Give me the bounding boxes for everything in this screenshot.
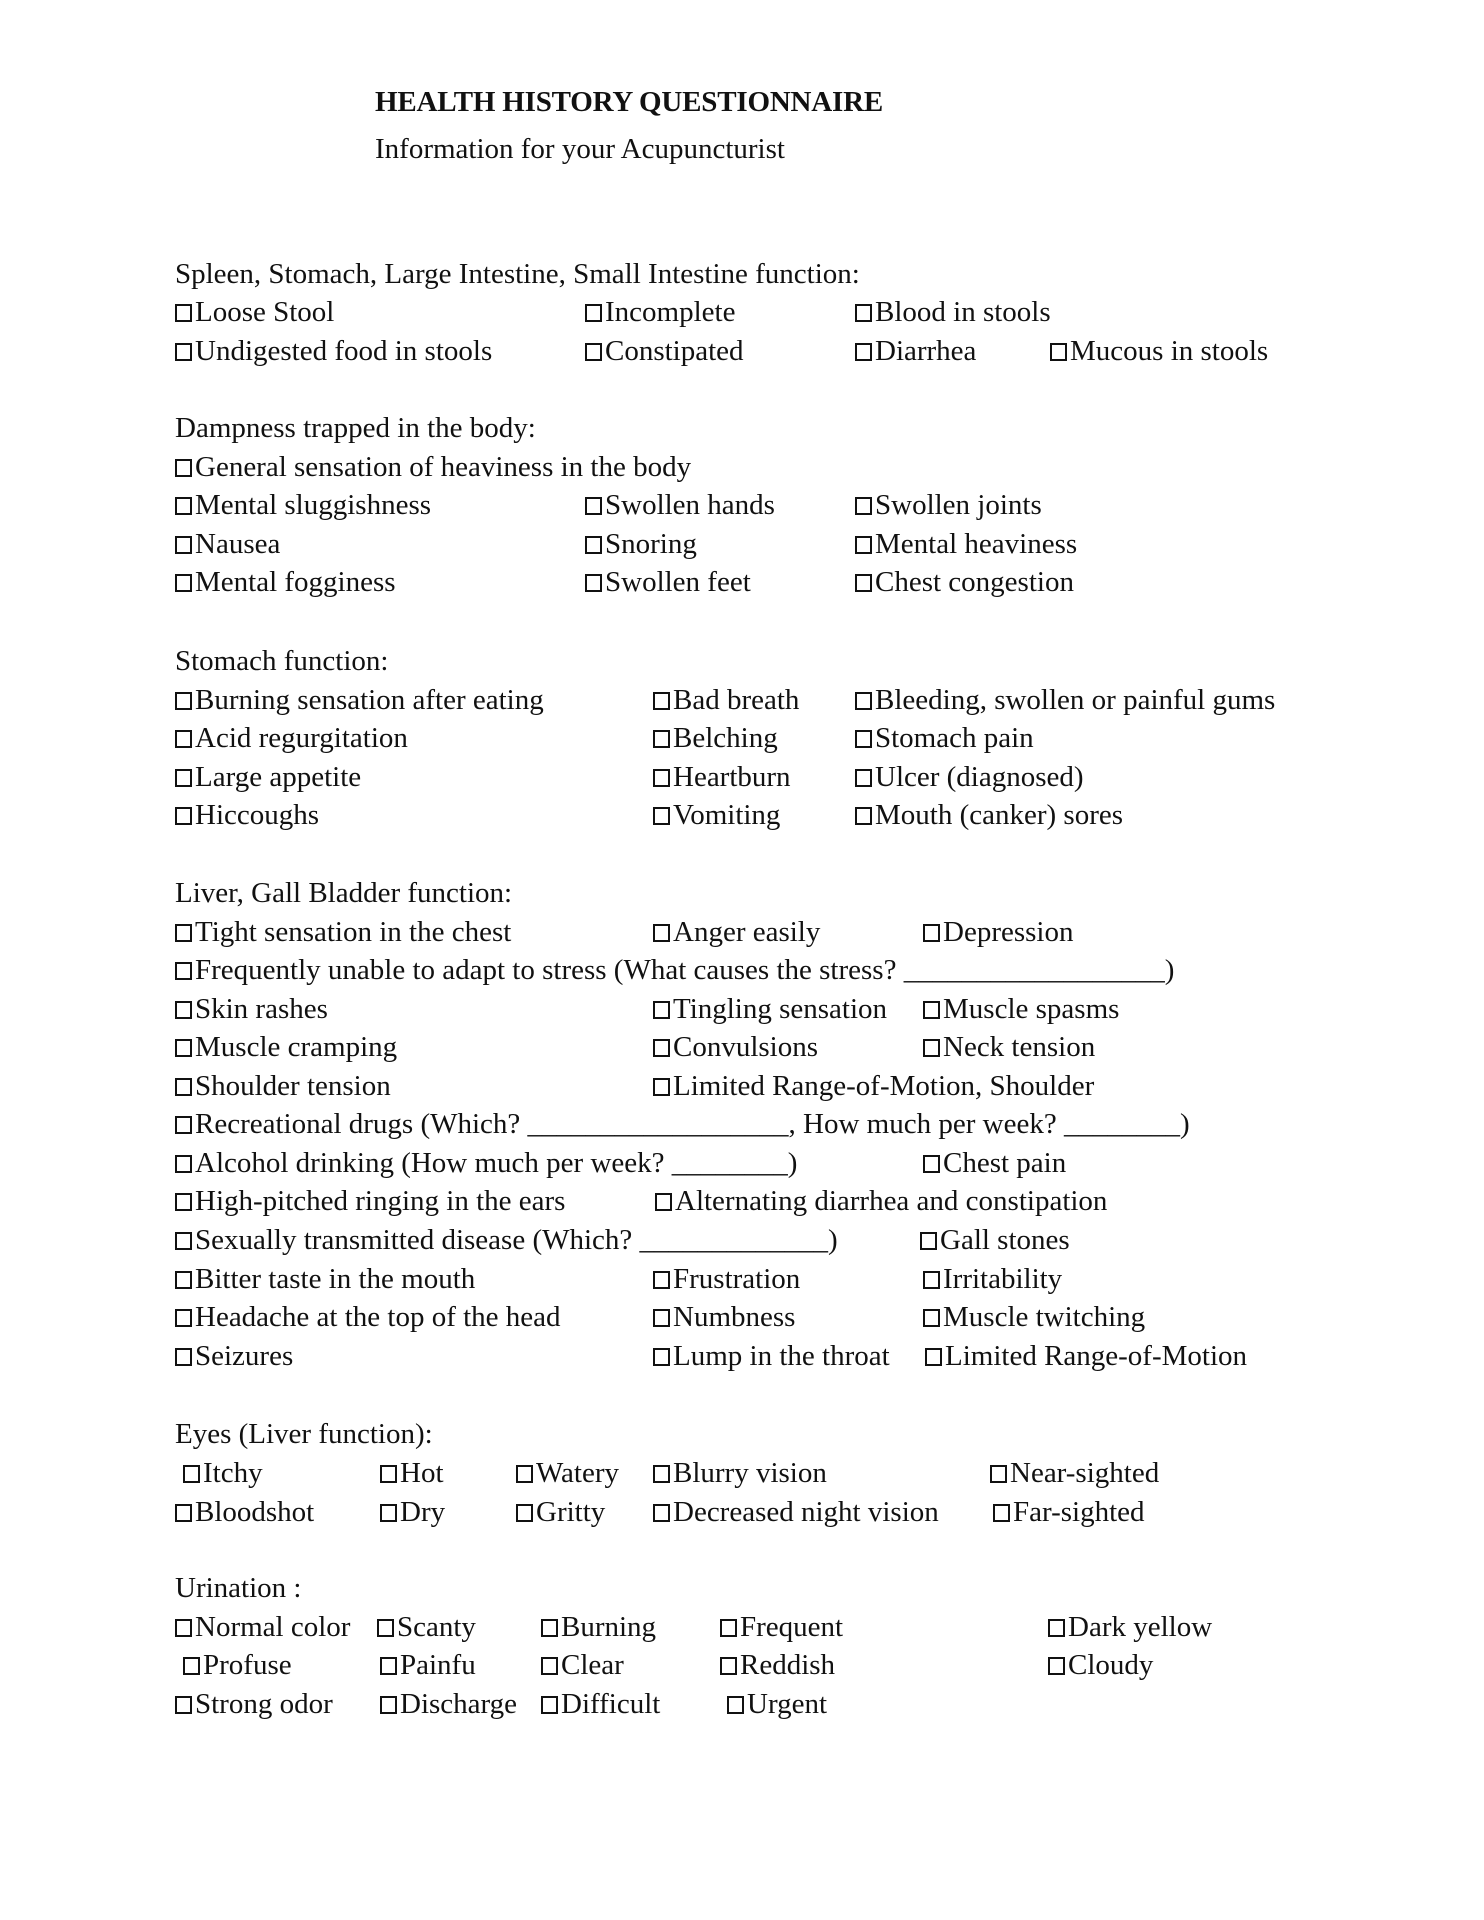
checkbox-option[interactable]: [183, 1649, 292, 1682]
checkbox-option[interactable]: [175, 1263, 475, 1296]
checkbox-row: [0, 1340, 1484, 1378]
checkbox-icon[interactable]: [175, 1348, 192, 1366]
checkbox-option[interactable]: [855, 528, 1077, 561]
checkbox-icon[interactable]: [175, 1309, 192, 1327]
checkbox-option[interactable]: [541, 1611, 656, 1644]
checkbox-label: Acid regurgitation: [195, 722, 408, 754]
checkbox-label: Mucous in stools: [1070, 335, 1269, 367]
checkbox-icon[interactable]: [175, 1232, 192, 1250]
checkbox-option[interactable]: [855, 761, 1084, 794]
section-heading: Dampness trapped in the body:: [175, 412, 536, 444]
checkbox-option[interactable]: [655, 1185, 1107, 1218]
section-heading: Eyes (Liver function):: [175, 1418, 433, 1450]
checkbox-label: Dry: [400, 1496, 446, 1528]
checkbox-option[interactable]: [585, 528, 697, 561]
checkbox-label: Normal color: [195, 1611, 351, 1643]
checkbox-label: Alternating diarrhea and constipation: [675, 1185, 1108, 1217]
checkbox-label: Seizures: [195, 1340, 294, 1372]
checkbox-option[interactable]: [855, 566, 1074, 599]
checkbox-option[interactable]: [541, 1649, 624, 1682]
checkbox-row: [0, 1496, 1484, 1534]
checkbox-label: Swollen hands: [605, 489, 775, 521]
checkbox-option[interactable]: [516, 1496, 605, 1529]
checkbox-option[interactable]: [920, 1224, 1070, 1257]
checkbox-label: Irritability: [943, 1263, 1063, 1295]
checkbox-option[interactable]: [923, 916, 1073, 949]
checkbox-option[interactable]: [175, 335, 492, 368]
checkbox-icon[interactable]: [653, 1309, 670, 1327]
checkbox-icon[interactable]: [855, 304, 872, 322]
checkbox-option[interactable]: [380, 1496, 445, 1529]
checkbox-option[interactable]: [653, 799, 780, 832]
checkbox-icon[interactable]: [175, 1155, 192, 1173]
checkbox-option[interactable]: [855, 799, 1123, 832]
checkbox-label: Hot: [400, 1457, 444, 1489]
checkbox-icon[interactable]: [855, 574, 872, 592]
checkbox-option[interactable]: [925, 1340, 1247, 1373]
checkbox-icon[interactable]: [175, 1001, 192, 1019]
checkbox-option[interactable]: [653, 1340, 890, 1373]
checkbox-icon[interactable]: [175, 730, 192, 748]
checkbox-label: Urgent: [747, 1688, 828, 1720]
checkbox-label: Profuse: [203, 1649, 292, 1681]
checkbox-icon[interactable]: [923, 1155, 940, 1173]
checkbox-row: [0, 296, 1484, 334]
checkbox-icon[interactable]: [653, 1504, 670, 1522]
checkbox-label: Belching: [673, 722, 778, 754]
checkbox-row: [0, 528, 1484, 566]
checkbox-icon[interactable]: [380, 1504, 397, 1522]
checkbox-label: Mouth (canker) sores: [875, 799, 1124, 831]
checkbox-label: Chest congestion: [875, 566, 1074, 598]
checkbox-label: Clear: [561, 1649, 624, 1681]
checkbox-label: Burning: [561, 1611, 657, 1643]
checkbox-option[interactable]: [175, 489, 431, 522]
checkbox-label: Heartburn: [673, 761, 791, 793]
checkbox-label: Vomiting: [673, 799, 781, 831]
checkbox-icon[interactable]: [585, 536, 602, 554]
checkbox-icon[interactable]: [993, 1504, 1010, 1522]
checkbox-option[interactable]: [653, 993, 887, 1026]
checkbox-icon[interactable]: [585, 343, 602, 361]
checkbox-icon[interactable]: [175, 574, 192, 592]
section-heading: Liver, Gall Bladder function:: [175, 877, 513, 909]
checkbox-icon[interactable]: [855, 730, 872, 748]
checkbox-option[interactable]: [923, 1263, 1062, 1296]
page-subtitle: Information for your Acupuncturist: [375, 133, 785, 165]
checkbox-row: [0, 1147, 1484, 1185]
checkbox-option[interactable]: [653, 1070, 1094, 1103]
checkbox-label: Incomplete: [605, 296, 736, 328]
checkbox-option[interactable]: [175, 1496, 314, 1529]
checkbox-icon[interactable]: [175, 692, 192, 710]
checkbox-label: Blurry vision: [673, 1457, 827, 1489]
checkbox-option[interactable]: [1050, 335, 1268, 368]
checkbox-row: [0, 799, 1484, 837]
checkbox-label: Muscle twitching: [943, 1301, 1146, 1333]
checkbox-label: Neck tension: [943, 1031, 1096, 1063]
checkbox-icon[interactable]: [653, 769, 670, 787]
checkbox-label: Recreational drugs (Which? __________________, How much per week? ________): [195, 1108, 1190, 1140]
checkbox-label: Mental heaviness: [875, 528, 1078, 560]
checkbox-row: [0, 1263, 1484, 1301]
checkbox-icon[interactable]: [175, 769, 192, 787]
checkbox-row: [0, 1649, 1484, 1687]
checkbox-label: Sexually transmitted disease (Which? _____________): [195, 1224, 838, 1256]
checkbox-label: Frequently unable to adapt to stress (What causes the stress? __________________): [195, 954, 1175, 986]
checkbox-icon[interactable]: [855, 497, 872, 515]
checkbox-label: Burning sensation after eating: [195, 684, 544, 716]
checkbox-option[interactable]: [653, 1263, 800, 1296]
checkbox-option[interactable]: [183, 1457, 263, 1490]
checkbox-label: Frequent: [740, 1611, 844, 1643]
checkbox-icon[interactable]: [990, 1465, 1007, 1483]
checkbox-icon[interactable]: [380, 1657, 397, 1675]
checkbox-label: Alcohol drinking (How much per week? ________): [195, 1147, 798, 1179]
checkbox-icon[interactable]: [175, 304, 192, 322]
checkbox-option[interactable]: [175, 1340, 293, 1373]
checkbox-label: Frustration: [673, 1263, 801, 1295]
checkbox-option[interactable]: [175, 1611, 350, 1644]
checkbox-row: [0, 1031, 1484, 1069]
checkbox-icon[interactable]: [541, 1657, 558, 1675]
checkbox-row: [0, 993, 1484, 1031]
checkbox-icon[interactable]: [727, 1696, 744, 1714]
checkbox-label: Chest pain: [943, 1147, 1067, 1179]
section-heading: Urination :: [175, 1572, 302, 1604]
checkbox-row: [0, 722, 1484, 760]
checkbox-option[interactable]: [923, 993, 1119, 1026]
checkbox-icon[interactable]: [923, 1039, 940, 1057]
checkbox-label: Snoring: [605, 528, 697, 560]
checkbox-option[interactable]: [175, 1301, 561, 1334]
checkbox-option[interactable]: [175, 722, 408, 755]
checkbox-icon[interactable]: [541, 1619, 558, 1637]
checkbox-icon[interactable]: [183, 1465, 200, 1483]
checkbox-option[interactable]: [541, 1688, 660, 1721]
checkbox-label: Reddish: [740, 1649, 836, 1681]
checkbox-label: Gritty: [536, 1496, 606, 1528]
checkbox-option[interactable]: [175, 566, 396, 599]
checkbox-icon[interactable]: [175, 343, 192, 361]
checkbox-label: Discharge: [400, 1688, 518, 1720]
checkbox-row: [0, 761, 1484, 799]
checkbox-label: Bad breath: [673, 684, 800, 716]
checkbox-icon[interactable]: [720, 1619, 737, 1637]
checkbox-option[interactable]: [175, 1070, 391, 1103]
checkbox-icon[interactable]: [175, 1039, 192, 1057]
section-heading: Stomach function:: [175, 645, 389, 677]
checkbox-icon[interactable]: [923, 1271, 940, 1289]
checkbox-option[interactable]: [175, 916, 511, 949]
checkbox-label: Nausea: [195, 528, 281, 560]
checkbox-option[interactable]: [923, 1147, 1066, 1180]
checkbox-label: Undigested food in stools: [195, 335, 493, 367]
checkbox-option[interactable]: [720, 1649, 835, 1682]
checkbox-option[interactable]: [855, 296, 1051, 329]
checkbox-icon[interactable]: [855, 769, 872, 787]
checkbox-icon[interactable]: [653, 692, 670, 710]
checkbox-label: Watery: [536, 1457, 620, 1489]
checkbox-label: Blood in stools: [875, 296, 1051, 328]
checkbox-icon[interactable]: [653, 1348, 670, 1366]
checkbox-option[interactable]: [175, 799, 319, 832]
checkbox-option[interactable]: [720, 1611, 843, 1644]
checkbox-option[interactable]: [923, 1031, 1095, 1064]
page-title: HEALTH HISTORY QUESTIONNAIRE: [375, 86, 884, 118]
checkbox-row: [0, 1688, 1484, 1726]
checkbox-icon[interactable]: [920, 1232, 937, 1250]
checkbox-icon[interactable]: [653, 1001, 670, 1019]
checkbox-icon[interactable]: [855, 536, 872, 554]
checkbox-icon[interactable]: [380, 1696, 397, 1714]
checkbox-label: Stomach pain: [875, 722, 1034, 754]
checkbox-row: [0, 566, 1484, 604]
checkbox-icon[interactable]: [585, 574, 602, 592]
checkbox-option[interactable]: [653, 1031, 818, 1064]
checkbox-option[interactable]: [377, 1611, 476, 1644]
checkbox-label: Near-sighted: [1010, 1457, 1160, 1489]
checkbox-label: Tingling sensation: [673, 993, 888, 1025]
checkbox-label: Bitter taste in the mouth: [195, 1263, 476, 1295]
checkbox-option[interactable]: [175, 954, 1174, 987]
checkbox-label: Swollen feet: [605, 566, 751, 598]
checkbox-option[interactable]: [653, 916, 820, 949]
checkbox-option[interactable]: [175, 1224, 838, 1257]
checkbox-option[interactable]: [585, 489, 775, 522]
checkbox-row: [0, 1457, 1484, 1495]
checkbox-option[interactable]: [585, 566, 751, 599]
checkbox-label: Limited Range-of-Motion: [945, 1340, 1248, 1372]
checkbox-option[interactable]: [1048, 1649, 1153, 1682]
checkbox-option[interactable]: [653, 1301, 795, 1334]
checkbox-icon[interactable]: [175, 1619, 192, 1637]
checkbox-row: [0, 1070, 1484, 1108]
checkbox-icon[interactable]: [925, 1348, 942, 1366]
checkbox-icon[interactable]: [653, 1271, 670, 1289]
checkbox-label: Painfu: [400, 1649, 476, 1681]
checkbox-label: Cloudy: [1068, 1649, 1154, 1681]
checkbox-label: Numbness: [673, 1301, 796, 1333]
checkbox-option[interactable]: [653, 684, 799, 717]
checkbox-option[interactable]: [175, 451, 691, 484]
checkbox-icon[interactable]: [175, 1504, 192, 1522]
checkbox-icon[interactable]: [585, 497, 602, 515]
checkbox-option[interactable]: [175, 993, 328, 1026]
checkbox-icon[interactable]: [855, 343, 872, 361]
checkbox-label: Shoulder tension: [195, 1070, 391, 1102]
checkbox-icon[interactable]: [175, 1271, 192, 1289]
checkbox-icon[interactable]: [653, 1078, 670, 1096]
checkbox-label: Difficult: [561, 1688, 661, 1720]
checkbox-icon[interactable]: [175, 962, 192, 980]
checkbox-icon[interactable]: [377, 1619, 394, 1637]
checkbox-icon[interactable]: [183, 1657, 200, 1675]
checkbox-option[interactable]: [653, 1496, 939, 1529]
checkbox-label: Bleeding, swollen or painful gums: [875, 684, 1276, 716]
checkbox-label: Mental sluggishness: [195, 489, 432, 521]
checkbox-label: Constipated: [605, 335, 744, 367]
checkbox-icon[interactable]: [855, 807, 872, 825]
checkbox-option[interactable]: [175, 1108, 1190, 1141]
checkbox-label: Convulsions: [673, 1031, 819, 1063]
checkbox-label: Headache at the top of the head: [195, 1301, 561, 1333]
checkbox-icon[interactable]: [175, 1116, 192, 1134]
checkbox-label: Tight sensation in the chest: [195, 916, 512, 948]
checkbox-option[interactable]: [380, 1457, 444, 1490]
checkbox-option[interactable]: [175, 296, 334, 329]
checkbox-option[interactable]: [175, 1147, 797, 1180]
checkbox-label: Gall stones: [940, 1224, 1070, 1256]
checkbox-icon[interactable]: [380, 1465, 397, 1483]
checkbox-icon[interactable]: [653, 1039, 670, 1057]
checkbox-icon[interactable]: [541, 1696, 558, 1714]
checkbox-option[interactable]: [855, 722, 1034, 755]
checkbox-label: Swollen joints: [875, 489, 1042, 521]
checkbox-icon[interactable]: [1050, 343, 1067, 361]
checkbox-option[interactable]: [1048, 1611, 1212, 1644]
checkbox-label: Far-sighted: [1013, 1496, 1145, 1528]
checkbox-label: Limited Range-of-Motion, Shoulder: [673, 1070, 1095, 1102]
checkbox-option[interactable]: [653, 1457, 827, 1490]
checkbox-icon[interactable]: [653, 807, 670, 825]
checkbox-option[interactable]: [923, 1301, 1145, 1334]
checkbox-icon[interactable]: [653, 1465, 670, 1483]
checkbox-icon[interactable]: [923, 1309, 940, 1327]
checkbox-label: Muscle cramping: [195, 1031, 398, 1063]
checkbox-option[interactable]: [990, 1457, 1159, 1490]
checkbox-icon[interactable]: [516, 1504, 533, 1522]
checkbox-icon[interactable]: [1048, 1619, 1065, 1637]
checkbox-row: [0, 1611, 1484, 1649]
checkbox-icon[interactable]: [855, 692, 872, 710]
checkbox-row: [0, 954, 1484, 992]
checkbox-label: Large appetite: [195, 761, 362, 793]
checkbox-row: [0, 335, 1484, 373]
checkbox-icon[interactable]: [175, 924, 192, 942]
checkbox-icon[interactable]: [653, 730, 670, 748]
checkbox-label: Strong odor: [195, 1688, 333, 1720]
checkbox-icon[interactable]: [516, 1465, 533, 1483]
checkbox-icon[interactable]: [1048, 1657, 1065, 1675]
checkbox-option[interactable]: [175, 684, 544, 717]
checkbox-option[interactable]: [516, 1457, 619, 1490]
checkbox-row: [0, 451, 1484, 489]
section-heading: Spleen, Stomach, Large Intestine, Small Intestine function:: [175, 258, 860, 290]
checkbox-row: [0, 684, 1484, 722]
checkbox-label: Depression: [943, 916, 1074, 948]
checkbox-icon[interactable]: [175, 536, 192, 554]
checkbox-label: Scanty: [397, 1611, 476, 1643]
checkbox-option[interactable]: [993, 1496, 1145, 1529]
checkbox-icon[interactable]: [653, 924, 670, 942]
checkbox-row: [0, 1108, 1484, 1146]
checkbox-label: Lump in the throat: [673, 1340, 890, 1372]
checkbox-option[interactable]: [380, 1649, 476, 1682]
checkbox-icon[interactable]: [175, 459, 192, 477]
checkbox-label: Muscle spasms: [943, 993, 1120, 1025]
checkbox-row: [0, 1224, 1484, 1262]
checkbox-label: Anger easily: [673, 916, 821, 948]
checkbox-icon[interactable]: [175, 1193, 192, 1211]
checkbox-option[interactable]: [175, 1688, 333, 1721]
checkbox-label: Diarrhea: [875, 335, 977, 367]
checkbox-label: Itchy: [203, 1457, 263, 1489]
checkbox-label: Bloodshot: [195, 1496, 315, 1528]
checkbox-option[interactable]: [855, 489, 1042, 522]
checkbox-icon[interactable]: [175, 807, 192, 825]
checkbox-option[interactable]: [175, 761, 361, 794]
checkbox-row: [0, 916, 1484, 954]
checkbox-icon[interactable]: [923, 1001, 940, 1019]
checkbox-option[interactable]: [585, 335, 744, 368]
checkbox-label: Loose Stool: [195, 296, 335, 328]
checkbox-option[interactable]: [653, 761, 791, 794]
checkbox-icon[interactable]: [720, 1657, 737, 1675]
checkbox-label: Hiccoughs: [195, 799, 320, 831]
checkbox-label: Dark yellow: [1068, 1611, 1213, 1643]
checkbox-option[interactable]: [175, 528, 280, 561]
checkbox-icon[interactable]: [655, 1193, 672, 1211]
checkbox-option[interactable]: [727, 1688, 827, 1721]
checkbox-icon[interactable]: [175, 1078, 192, 1096]
checkbox-row: [0, 1185, 1484, 1223]
checkbox-row: [0, 489, 1484, 527]
checkbox-icon[interactable]: [585, 304, 602, 322]
checkbox-icon[interactable]: [175, 1696, 192, 1714]
checkbox-option[interactable]: [175, 1031, 397, 1064]
checkbox-option[interactable]: [175, 1185, 565, 1218]
checkbox-label: Skin rashes: [195, 993, 328, 1025]
checkbox-label: Decreased night vision: [673, 1496, 939, 1528]
checkbox-option[interactable]: [585, 296, 735, 329]
checkbox-icon[interactable]: [923, 924, 940, 942]
checkbox-option[interactable]: [855, 335, 976, 368]
checkbox-label: High-pitched ringing in the ears: [195, 1185, 566, 1217]
checkbox-option[interactable]: [380, 1688, 517, 1721]
checkbox-label: General sensation of heaviness in the body: [195, 451, 692, 483]
checkbox-icon[interactable]: [175, 497, 192, 515]
checkbox-option[interactable]: [653, 722, 778, 755]
checkbox-row: [0, 1301, 1484, 1339]
checkbox-label: Ulcer (diagnosed): [875, 761, 1084, 793]
checkbox-option[interactable]: [855, 684, 1275, 717]
checkbox-label: Mental fogginess: [195, 566, 396, 598]
